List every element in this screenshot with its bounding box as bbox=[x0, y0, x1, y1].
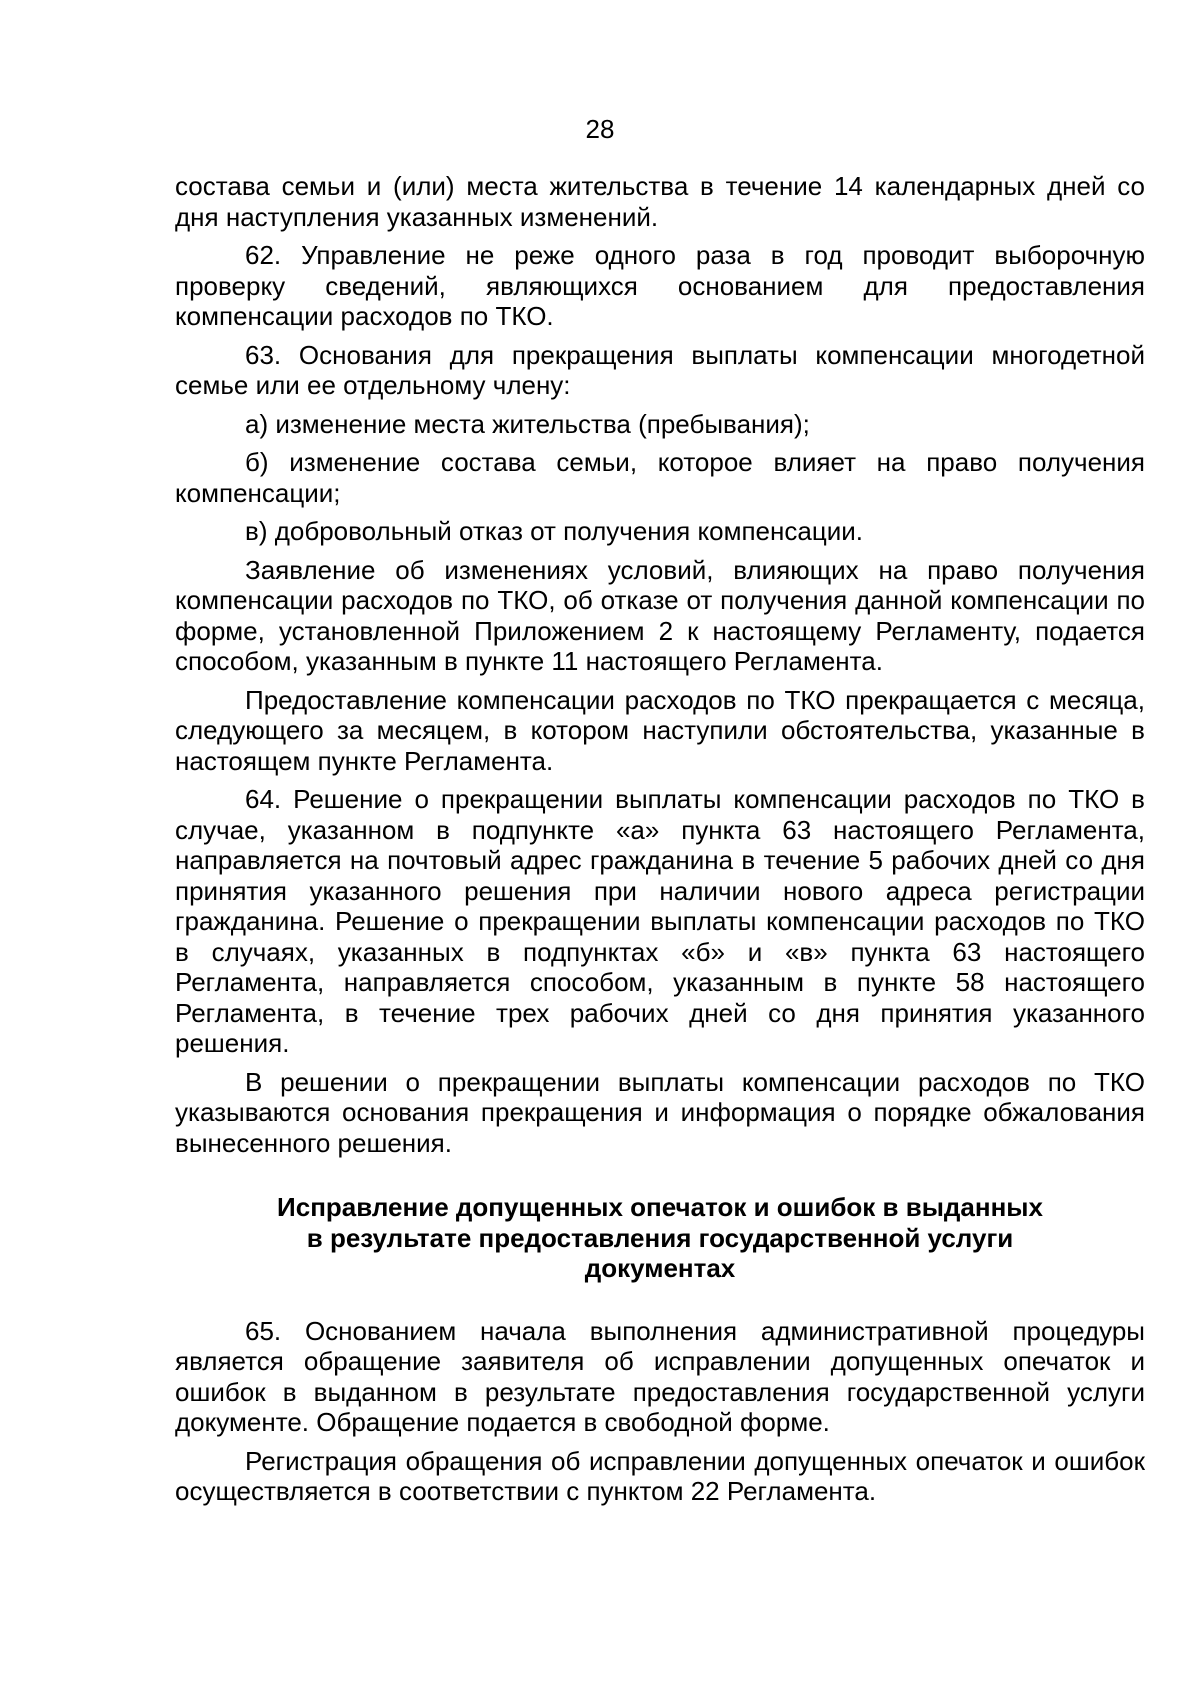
page-number: 28 bbox=[585, 114, 615, 144]
paragraph-continuation: состава семьи и (или) места жительства в течение 14 календарных дней со дня наступления указанных изменений. bbox=[175, 171, 1145, 232]
section-heading-line: в результате предоставления государственной услуги bbox=[306, 1222, 1014, 1253]
paragraph-62: 62. Управление не реже одного раза в год проводит выборочную проверку сведений, являющихся основанием для предоставления компенсации расходов по ТКО. bbox=[175, 240, 1145, 331]
list-item-v: в) добровольный отказ от получения компенсации. bbox=[245, 516, 863, 546]
section-heading-line: документах bbox=[584, 1253, 736, 1283]
list-item-a: а) изменение места жительства (пребывания); bbox=[245, 408, 810, 439]
paragraph-65: 65. Основанием начала выполнения административной процедуры является обращение заявителя об исправлении допущенных опечаток и ошибок в выданном в результате предоставления государственной услуги документе. Обращение подается в свободной форме. bbox=[175, 1315, 1145, 1437]
list-item-b: б) изменение состава семьи, которое влияет на право получения компенсации; bbox=[175, 447, 1145, 508]
section-heading-line: Исправление допущенных опечаток и ошибок в выданных bbox=[277, 1192, 1043, 1222]
paragraph-application: Заявление об изменениях условий, влияющих на право получения компенсации расходов по ТКО, об отказе от получения данной компенсации по форме, установленной Приложением 2 к настоящему Регламенту, подается способом, указанным в пункте 11 настоящего Регламента. bbox=[175, 554, 1145, 676]
paragraph-decision: В решении о прекращении выплаты компенсации расходов по ТКО указываются основания прекращения и информация о порядке обжалования вынесенного решения. bbox=[175, 1066, 1145, 1158]
paragraph-termination: Предоставление компенсации расходов по ТКО прекращается с месяца, следующего за месяцем, в котором наступили обстоятельства, указанные в настоящем пункте Регламента. bbox=[175, 684, 1145, 776]
document-body bbox=[175, 171, 1145, 1515]
paragraph-63: 63. Основания для прекращения выплаты компенсации многодетной семье или ее отдельному члену: bbox=[175, 339, 1145, 400]
paragraph-64: 64. Решение о прекращении выплаты компенсации расходов по ТКО в случае, указанном в подпункте «а» пункта 63 настоящего Регламента, направляется на почтовый адрес гражданина в течение 5 рабочих дней со дня принятия указанного решения при наличии нового адреса регистрации гражданина. Решение о прекращении выплаты компенсации расходов по ТКО в случаях, указанных в подпунктах «б» и «в» пункта 63 настоящего Регламента, направляется способом, указанным в пункте 58 настоящего Регламента, в течение трех рабочих дней со дня принятия указанного решения. bbox=[175, 784, 1145, 1058]
section-heading bbox=[175, 1192, 1145, 1284]
paragraph-registration: Регистрация обращения об исправлении допущенных опечаток и ошибок осуществляется в соответствии с пунктом 22 Регламента. bbox=[175, 1445, 1145, 1506]
